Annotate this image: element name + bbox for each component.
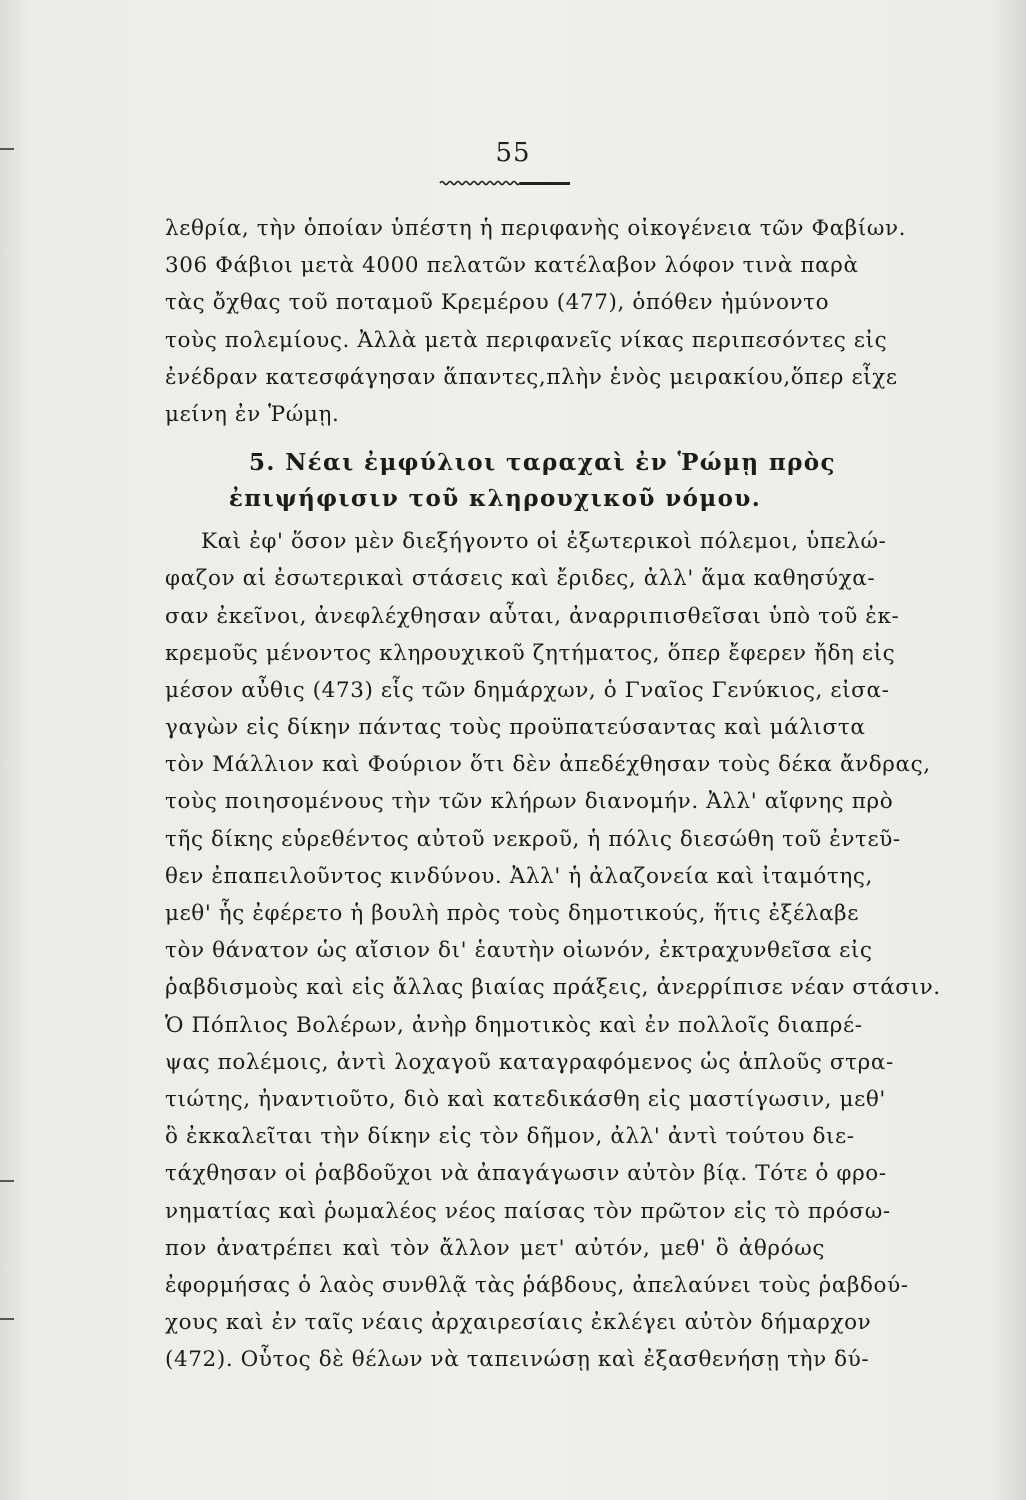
text-line: χους καὶ ἐν ταῖς νέαις ἀρχαιρεσίαις ἐκλέγει αὐτὸν δήμαρχον <box>165 1310 872 1336</box>
text-line: τὰς ὄχθας τοῦ ποταμοῦ Κρεμέρου (477), ὁπόθεν ἠμύνοντο <box>165 290 830 316</box>
body-text <box>165 208 941 1378</box>
text-line: ἐνέδραν κατεσφάγησαν ἅπαντες,πλὴν ἑνὸς μειρακίου,ὅπερ εἶχε <box>165 364 898 390</box>
paragraph <box>165 523 941 1378</box>
text-line: Καὶ ἐφ' ὅσον μὲν διεξήγοντο οἱ ἐξωτερικοὶ πόλεμοι, ὑπελώ- <box>201 529 887 555</box>
text-line: ὃ ἐκκαλεῖται τὴν δίκην εἰς τὸν δῆμον, ἀλλ' ἀντὶ τούτου διε- <box>165 1124 855 1150</box>
text-line: τῆς δίκης εὑρεθέντος αὐτοῦ νεκροῦ, ἡ πόλις διεσώθη τοῦ ἐντεῦ- <box>165 826 901 852</box>
text-line: τάχθησαν οἱ ῥαβδοῦχοι νὰ ἀπαγάγωσιν αὐτὸν βίᾳ. Τότε ὁ φρο- <box>165 1161 887 1187</box>
text-line: σαν ἐκεῖνοι, ἀνεφλέχθησαν αὗται, ἀναρριπισθεῖσαι ὑπὸ τοῦ ἐκ- <box>165 603 900 629</box>
text-line: τοὺς ποιησομένους τὴν τῶν κλήρων διανομήν. Ἀλλ' αἴφνης πρὸ <box>165 789 894 815</box>
text-line: πον ἀνατρέπει καὶ τὸν ἄλλον μετ' αὐτόν, μεθ' ὃ ἀθρόως <box>165 1235 825 1261</box>
page-number: 55 <box>495 138 531 168</box>
binding-mark <box>0 1180 14 1182</box>
text-line: ψας πολέμοις, ἀντὶ λοχαγοῦ καταγραφόμενος ὡς ἁπλοῦς στρα- <box>165 1049 894 1075</box>
text-line: λεθρία, τὴν ὁποίαν ὑπέστη ἡ περιφανὴς οἰκογένεια τῶν Φαβίων. <box>165 216 907 241</box>
heading-line: 5. Νέαι ἐμφύλιοι ταραχαὶ ἐν Ῥώμῃ πρὸς <box>249 449 836 477</box>
text-line: θεν ἐπαπειλοῦντος κινδύνου. Ἀλλ' ἡ ἀλαζονεία καὶ ἰταμότης, <box>165 863 873 889</box>
text-line: μεθ' ἧς ἐφέρετο ἡ βουλὴ πρὸς τοὺς δημοτικούς, ἥτις ἐξέλαβε <box>165 901 859 926</box>
text-line: 306 Φάβιοι μετὰ 4000 πελατῶν κατέλαβον λόφον τινὰ παρὰ <box>165 253 859 279</box>
text-line: φαζον αἱ ἐσωτερικαὶ στάσεις καὶ ἔριδες, ἀλλ' ἅμα καθησύχα- <box>165 566 876 592</box>
text-line: (472). Οὗτος δὲ θέλων νὰ ταπεινώσῃ καὶ ἐξασθενήσῃ τὴν δύ- <box>165 1347 870 1373</box>
heading-line: ἐπιψήφισιν τοῦ κληρουχικοῦ νόμου. <box>228 485 762 513</box>
section-heading <box>165 445 836 517</box>
text-line: μέσον αὖθις (473) εἷς τῶν δημάρχων, ὁ Γναῖος Γενύκιος, εἰσα- <box>165 677 890 703</box>
text-line: Ὁ Πόπλιος Βολέρων, ἀνὴρ δημοτικὸς καὶ ἐν πολλοῖς διαπρέ- <box>165 1012 863 1038</box>
text-line: ἐφορμήσας ὁ λαὸς συνθλᾷ τὰς ῥάβδους, ἀπελαύνει τοὺς ῥαβδού- <box>165 1272 909 1298</box>
text-line: μείνη ἐν Ῥώμῃ. <box>165 401 340 427</box>
wavy-rule-ornament <box>440 180 570 188</box>
text-line: τιώτης, ἠναντιοῦτο, διὸ καὶ κατεδικάσθη εἰς μαστίγωσιν, μεθ' <box>165 1086 886 1112</box>
text-line: γαγὼν εἰς δίκην πάντας τοὺς προϋπατεύσαντας καὶ μάλιστα <box>165 715 866 741</box>
paragraph <box>165 210 907 433</box>
text-line: τοὺς πολεμίους. Ἀλλὰ μετὰ περιφανεῖς νίκας περιπεσόντες εἰς <box>165 327 888 353</box>
text-line: τὸν Μάλλιον καὶ Φούριον ὅτι δὲν ἀπεδέχθησαν τοὺς δέκα ἄνδρας, <box>165 752 931 778</box>
text-line: ῥαβδισμοὺς καὶ εἰς ἄλλας βιαίας πράξεις, ἀνερρίπισε νέαν στάσιν. <box>165 975 941 1001</box>
text-line: κρεμοῦς μένοντος κληρουχικοῦ ζητήματος, ὅπερ ἔφερεν ἤδη εἰς <box>165 640 896 666</box>
text-line: νηματίας καὶ ῥωμαλέος νέος παίσας τὸν πρῶτον εἰς τὸ πρόσω- <box>165 1198 891 1224</box>
binding-mark <box>0 1318 14 1320</box>
text-line: τὸν θάνατον ὡς αἴσιον δι' ἑαυτὴν οἰωνόν, ἐκτραχυνθεῖσα εἰς <box>165 938 873 964</box>
